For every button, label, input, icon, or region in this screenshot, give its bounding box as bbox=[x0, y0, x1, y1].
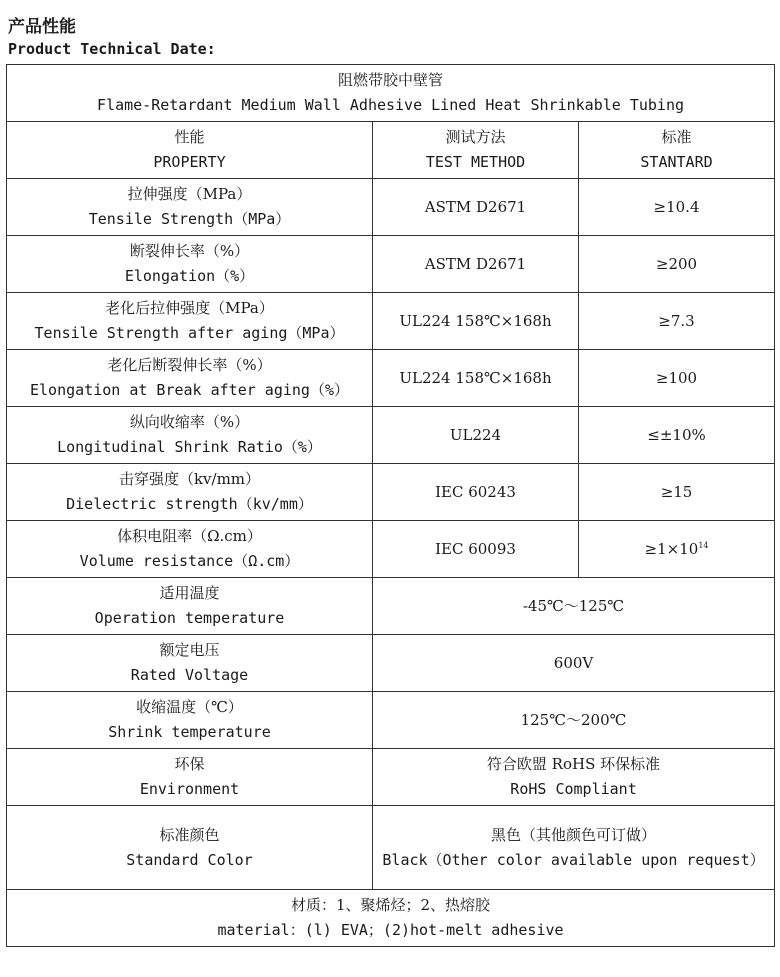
page-heading-en: Product Technical Date: bbox=[8, 40, 216, 58]
product-title-en: Flame-Retardant Medium Wall Adhesive Lined Heat Shrinkable Tubing bbox=[97, 96, 685, 114]
property-cn: 环保 bbox=[174, 755, 205, 773]
product-title-cell bbox=[7, 65, 775, 122]
test-method-cell: IEC 60243 bbox=[373, 464, 579, 521]
property-cell bbox=[7, 350, 373, 407]
property-cell bbox=[7, 578, 373, 635]
table-row bbox=[7, 578, 775, 635]
property-cell bbox=[7, 635, 373, 692]
property-cell bbox=[7, 806, 373, 890]
table-row bbox=[7, 179, 775, 236]
test-method-cell: ASTM D2671 bbox=[373, 236, 579, 293]
property-cn: 击穿强度（kv/mm） bbox=[118, 470, 261, 488]
spec-table bbox=[6, 64, 775, 947]
standard-exponent: 14 bbox=[698, 540, 709, 550]
merged-value-cell bbox=[373, 806, 775, 890]
property-cn: 标准颜色 bbox=[159, 825, 220, 844]
test-method-cell: IEC 60093 bbox=[373, 521, 579, 578]
property-en: Standard Color bbox=[126, 850, 253, 869]
header-standard bbox=[579, 122, 775, 179]
property-en: Tensile Strength（MPa） bbox=[88, 210, 291, 228]
property-cn: 拉伸强度（MPa） bbox=[127, 185, 252, 203]
standard-cell: ≥100 bbox=[579, 350, 775, 407]
property-cell bbox=[7, 179, 373, 236]
standard-cell: ≤±10% bbox=[579, 407, 775, 464]
property-cn: 收缩温度（℃） bbox=[136, 698, 243, 716]
merged-value-cell bbox=[373, 749, 775, 806]
property-cell bbox=[7, 749, 373, 806]
property-en: Volume resistance（Ω.cm） bbox=[79, 552, 300, 570]
product-title-row bbox=[7, 65, 775, 122]
property-cell bbox=[7, 464, 373, 521]
standard-cell: ≥15 bbox=[579, 464, 775, 521]
header-test-method-cn: 测试方法 bbox=[445, 128, 506, 146]
property-cn: 老化后拉伸强度（MPa） bbox=[105, 299, 274, 317]
standard-cell bbox=[579, 521, 775, 578]
standard-cell: ≥10.4 bbox=[579, 179, 775, 236]
header-test-method bbox=[373, 122, 579, 179]
header-property bbox=[7, 122, 373, 179]
value-cn: 黑色（其他颜色可订做） bbox=[491, 825, 657, 844]
property-cell bbox=[7, 407, 373, 464]
property-cn: 纵向收缩率（%） bbox=[129, 413, 250, 431]
table-row bbox=[7, 236, 775, 293]
table-row bbox=[7, 407, 775, 464]
header-property-cn: 性能 bbox=[174, 128, 205, 146]
property-en: Longitudinal Shrink Ratio（%） bbox=[57, 438, 322, 456]
property-cell bbox=[7, 293, 373, 350]
material-note-en: material：(l) EVA；(2)hot-melt adhesive bbox=[217, 921, 564, 939]
header-property-en: PROPERTY bbox=[153, 153, 226, 171]
standard-base: ≥1×10 bbox=[644, 539, 699, 558]
property-en: Dielectric strength（kv/mm） bbox=[66, 495, 313, 513]
table-header-row bbox=[7, 122, 775, 179]
header-standard-cn: 标准 bbox=[661, 128, 692, 146]
test-method-cell: UL224 158℃×168h bbox=[373, 350, 579, 407]
standard-cell: ≥200 bbox=[579, 236, 775, 293]
header-test-method-en: TEST METHOD bbox=[425, 153, 526, 171]
property-cn: 体积电阻率（Ω.cm） bbox=[117, 527, 262, 545]
merged-value-cell: 125℃～200℃ bbox=[373, 692, 775, 749]
merged-value-cell: 600V bbox=[373, 635, 775, 692]
value-en: Black（Other color available upon request） bbox=[382, 850, 765, 869]
property-en: Rated Voltage bbox=[130, 666, 249, 684]
value-en: RoHS Compliant bbox=[510, 780, 637, 798]
property-en: Elongation at Break after aging（%） bbox=[30, 381, 349, 399]
footer-row bbox=[7, 890, 775, 947]
table-row bbox=[7, 464, 775, 521]
property-cn: 额定电压 bbox=[159, 641, 220, 659]
property-cell bbox=[7, 236, 373, 293]
page-heading-cn: 产品性能 bbox=[8, 17, 76, 37]
standard-cell: ≥7.3 bbox=[579, 293, 775, 350]
material-note-cn: 材质：1、聚烯烃；2、热熔胶 bbox=[290, 896, 491, 914]
material-note-cell bbox=[7, 890, 775, 947]
property-cn: 老化后断裂伸长率（%） bbox=[107, 356, 272, 374]
test-method-cell: UL224 bbox=[373, 407, 579, 464]
table-row bbox=[7, 749, 775, 806]
header-standard-en: STANTARD bbox=[640, 153, 713, 171]
table-row bbox=[7, 293, 775, 350]
property-en: Operation temperature bbox=[94, 609, 285, 627]
value-cn: 符合欧盟 RoHS 环保标准 bbox=[486, 755, 661, 773]
product-title-cn: 阻燃带胶中壁管 bbox=[338, 71, 444, 89]
merged-value-cell: -45℃～125℃ bbox=[373, 578, 775, 635]
table-row bbox=[7, 521, 775, 578]
property-en: Shrink temperature bbox=[108, 723, 271, 741]
table-row bbox=[7, 350, 775, 407]
test-method-cell: ASTM D2671 bbox=[373, 179, 579, 236]
table-row bbox=[7, 635, 775, 692]
property-en: Tensile Strength after aging（MPa） bbox=[34, 324, 345, 342]
test-method-cell: UL224 158℃×168h bbox=[373, 293, 579, 350]
property-cn: 适用温度 bbox=[159, 584, 220, 602]
property-en: Environment bbox=[139, 780, 240, 798]
property-cn: 断裂伸长率（%） bbox=[129, 242, 250, 260]
property-cell bbox=[7, 521, 373, 578]
table-row bbox=[7, 806, 775, 890]
table-row bbox=[7, 692, 775, 749]
property-cell bbox=[7, 692, 373, 749]
property-en: Elongation（%） bbox=[124, 267, 255, 285]
